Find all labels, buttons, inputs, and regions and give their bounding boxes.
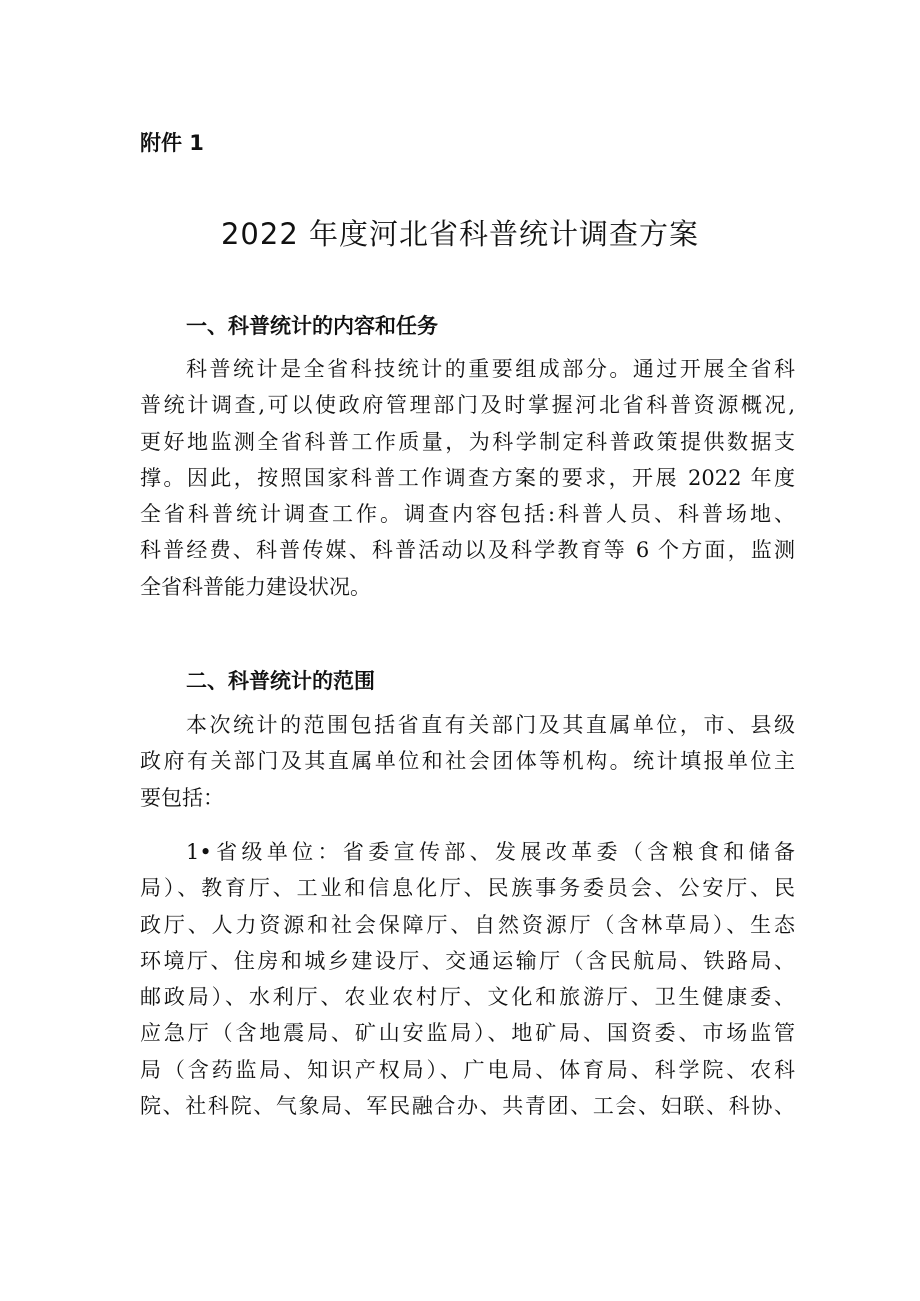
paragraph-line: 全省科普统计调查工作。调查内容包括:科普人员、科普场地、 <box>140 502 795 527</box>
paragraph-line: 全省科普能力建设状况。 <box>140 574 371 599</box>
paragraph-line: 环境厅、住房和城乡建设厅、交通运输厅（含民航局、铁路局、 <box>140 948 795 973</box>
section-2-paragraph-1 <box>140 707 795 816</box>
paragraph-line: 1•省级单位：省委宣传部、发展改革委（含粮食和储备 <box>186 840 795 864</box>
section-1-heading: 一、科普统计的内容和任务 <box>186 314 438 338</box>
paragraph-line: 政厅、人力资源和社会保障厅、自然资源厅（含林草局）、生态 <box>140 912 795 937</box>
section-1-paragraph <box>140 351 795 605</box>
paragraph-line: 政府有关部门及其直属单位和社会团体等机构。统计填报单位主 <box>140 749 795 774</box>
section-2-heading: 二、科普统计的范围 <box>186 669 375 693</box>
paragraph-line: 更好地监测全省科普工作质量，为科学制定科普政策提供数据支 <box>140 429 795 454</box>
paragraph-line: 邮政局）、水利厅、农业农村厅、文化和旅游厅、卫生健康委、 <box>140 985 795 1010</box>
section-2-paragraph-2 <box>140 834 795 1124</box>
paragraph-line: 本次统计的范围包括省直有关部门及其直属单位，市、县级 <box>186 713 795 737</box>
paragraph-line: 科普经费、科普传媒、科普活动以及科学教育等 6 个方面，监测 <box>140 538 795 563</box>
paragraph-line: 应急厅（含地震局、矿山安监局）、地矿局、国资委、市场监管 <box>140 1021 795 1046</box>
paragraph-line: 普统计调查,可以使政府管理部门及时掌握河北省科普资源概况, <box>140 393 795 418</box>
paragraph-line: 撑。因此，按照国家科普工作调查方案的要求，开展 2022 年度 <box>140 465 795 490</box>
attachment-label: 附件 1 <box>140 131 204 155</box>
paragraph-line: 院、社科院、气象局、军民融合办、共青团、工会、妇联、科协、 <box>140 1094 795 1119</box>
paragraph-line: 科普统计是全省科技统计的重要组成部分。通过开展全省科 <box>186 357 795 381</box>
paragraph-line: 局（含药监局、知识产权局）、广电局、体育局、科学院、农科 <box>140 1057 795 1082</box>
document-title: 2022 年度河北省科普统计调查方案 <box>220 217 700 251</box>
paragraph-line: 要包括： <box>140 785 224 810</box>
paragraph-line: 局）、教育厅、工业和信息化厅、民族事务委员会、公安厅、民 <box>140 876 795 901</box>
